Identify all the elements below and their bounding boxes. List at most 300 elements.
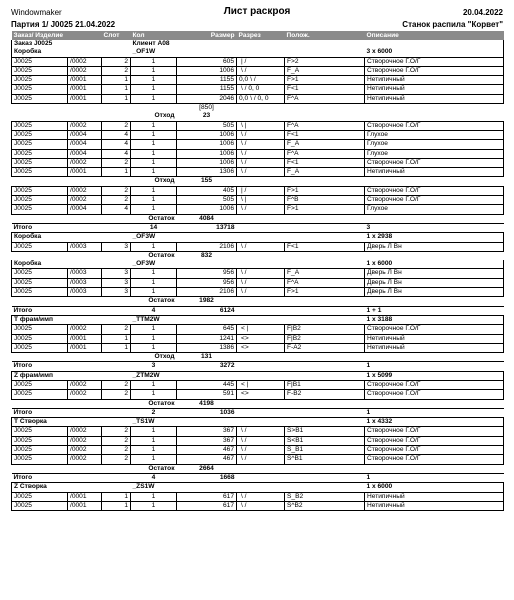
cut-cell: [237, 269, 285, 278]
item-cell: /0002: [68, 455, 102, 464]
cell: [237, 177, 504, 186]
total-label: Итого: [12, 362, 102, 371]
size-cell: [177, 85, 237, 94]
qty-cell: 1: [131, 57, 177, 66]
slot-cell: 1: [102, 85, 131, 94]
cut-cell: [237, 168, 285, 177]
qty-cell: 1: [131, 168, 177, 177]
profile-code: _OF3W: [132, 233, 156, 241]
order-cell: J0025: [12, 149, 68, 158]
col-position: Полож.: [285, 31, 365, 40]
table-row: [12, 149, 504, 158]
col-size: Размер: [177, 31, 237, 40]
order-cell: J0025: [12, 455, 68, 464]
summary-value: 1982: [199, 297, 214, 305]
cell: [237, 214, 504, 223]
cell: [237, 297, 504, 306]
cut-cell: [237, 288, 285, 297]
size-value: 505: [223, 121, 235, 129]
profile-code: _TTM2W: [132, 315, 160, 323]
position-cell: S_B1: [285, 446, 365, 455]
summary-label: Остаток: [148, 297, 175, 305]
table-row: [12, 288, 504, 297]
total-row: [12, 473, 504, 482]
cut-value: \ /: [250, 76, 256, 84]
qty-cell: 1: [131, 66, 177, 75]
total-row: [12, 306, 504, 315]
cell: [237, 223, 365, 232]
position-cell: F|B1: [285, 380, 365, 389]
order-cell: J0025: [12, 76, 68, 85]
qty-cell: 1: [131, 242, 177, 251]
slot-cell: 2: [102, 186, 131, 195]
description-cell: Створочное Г.О/Г: [365, 186, 504, 195]
position-cell: F<1: [285, 130, 365, 139]
size-value: 617: [223, 492, 235, 500]
angle-cell: 0,0: [239, 76, 249, 84]
size-value: 1006: [219, 130, 235, 138]
size-cell: [177, 158, 237, 167]
qty-cell: 1: [131, 76, 177, 85]
summary-label: Остаток: [148, 464, 175, 472]
qty-cell: 1: [131, 94, 177, 103]
cut-value: \ /: [241, 168, 247, 176]
cell: [102, 408, 131, 417]
size-cell: [177, 168, 237, 177]
cell: [237, 251, 504, 260]
item-cell: /0002: [68, 380, 102, 389]
size-cell: [177, 427, 237, 436]
summary-label: Остаток: [148, 214, 175, 222]
size-cell: [177, 390, 237, 399]
cell: [102, 362, 131, 371]
description-cell: Глухое: [365, 130, 504, 139]
summary-row: [12, 399, 504, 408]
table-row: [12, 436, 504, 445]
cut-value: <>: [241, 343, 249, 351]
item-cell: /0002: [68, 57, 102, 66]
size-cell: [177, 501, 237, 510]
slot-cell: 2: [102, 66, 131, 75]
cut-value: | /: [241, 186, 247, 194]
qty-cell: 1: [131, 158, 177, 167]
summary-value: 131: [201, 353, 213, 361]
total-desc: 1: [365, 408, 504, 417]
cut-value: \ /: [241, 427, 247, 435]
slot-cell: 2: [102, 436, 131, 445]
cell: [12, 251, 102, 260]
table-row: [12, 186, 504, 195]
summary-row: [12, 297, 504, 306]
description-cell: Нетипичный: [365, 501, 504, 510]
cut-cell: [237, 455, 285, 464]
qty-cell: 1: [131, 427, 177, 436]
cut-cell: [237, 278, 285, 287]
position-cell: F_A: [285, 269, 365, 278]
profile-code: _ZS1W: [132, 483, 155, 491]
size-cell: [177, 446, 237, 455]
item-cell: /0002: [68, 66, 102, 75]
cut-value: \ /: [241, 446, 247, 454]
cut-cell: [237, 121, 285, 130]
qty-cell: 1: [131, 85, 177, 94]
slot-cell: 2: [102, 57, 131, 66]
cut-cell: [237, 390, 285, 399]
summary-label: Остаток: [148, 399, 175, 407]
summary-row: [12, 464, 504, 473]
cell: [237, 399, 504, 408]
summary-value: 4084: [199, 214, 214, 222]
table-row: [12, 390, 504, 399]
qty-cell: 1: [131, 140, 177, 149]
item-cell: /0001: [68, 168, 102, 177]
description-cell: Створочное Г.О/Г: [365, 390, 504, 399]
size-cell: [177, 130, 237, 139]
total-label: Итого: [12, 473, 102, 482]
qty-cell: 1: [131, 149, 177, 158]
description-cell: Створочное Г.О/Г: [365, 427, 504, 436]
profile-name: Коробка: [12, 48, 131, 57]
total-qty: 3: [131, 362, 177, 371]
position-cell: F>1: [285, 288, 365, 297]
total-size: 1668: [177, 473, 237, 482]
description-cell: Створочное Г.О/Г: [365, 436, 504, 445]
bar-count: 3 x 6000: [365, 48, 504, 57]
position-cell: F>2: [285, 57, 365, 66]
cut-cell: [237, 149, 285, 158]
table-row: [12, 325, 504, 334]
cell: [12, 112, 102, 121]
table-row: [12, 455, 504, 464]
profile-name: Коробка: [12, 233, 131, 242]
cut-value: | /: [241, 57, 247, 65]
cell: [12, 104, 177, 113]
table-row: [12, 343, 504, 352]
cut-cell: [237, 334, 285, 343]
cut-value: \ /: [241, 130, 247, 138]
position-cell: F_A: [285, 168, 365, 177]
position-cell: F_A: [285, 140, 365, 149]
order-cell: J0025: [12, 334, 68, 343]
cut-value: \ /: [241, 492, 247, 500]
slot-cell: 2: [102, 390, 131, 399]
position-cell: F|B2: [285, 334, 365, 343]
position-cell: F_A: [285, 66, 365, 75]
size-cell: [177, 196, 237, 205]
size-value: 1006: [219, 158, 235, 166]
summary-label: Остаток: [148, 251, 175, 259]
size-value: 2106: [219, 288, 235, 296]
order-cell: J0025: [12, 390, 68, 399]
size-value: 956: [223, 278, 235, 286]
summary-row: [12, 353, 504, 362]
item-cell: /0002: [68, 436, 102, 445]
bar-count: 1 x 5099: [365, 371, 504, 380]
table-row: [12, 205, 504, 214]
cut-value: \ /: [241, 66, 247, 74]
table-row: [12, 168, 504, 177]
cell: [237, 408, 365, 417]
cell: [102, 473, 131, 482]
item-cell: /0003: [68, 288, 102, 297]
cell: [237, 104, 504, 113]
profile-name: Z фрам/имп: [12, 371, 131, 380]
size-cell: [177, 380, 237, 389]
cut-cell: [237, 186, 285, 195]
bar-count: 1 x 4332: [365, 418, 504, 427]
table-row: [12, 334, 504, 343]
slot-cell: 4: [102, 140, 131, 149]
description-cell: Нетипичный: [365, 343, 504, 352]
cut-cell: [237, 501, 285, 510]
position-cell: F<1: [285, 242, 365, 251]
size-cell: [177, 94, 237, 103]
size-value: 367: [223, 436, 235, 444]
qty-cell: 1: [131, 436, 177, 445]
col-slot: Слот: [102, 31, 131, 40]
cell: [12, 297, 102, 306]
description-cell: Глухое: [365, 205, 504, 214]
profile-group-row: [12, 371, 504, 380]
table-row: [12, 76, 504, 85]
cut-cell: [237, 380, 285, 389]
report-date: 20.04.2022: [462, 8, 503, 17]
size-value: 467: [223, 446, 235, 454]
slot-cell: 4: [102, 149, 131, 158]
order-cell: J0025: [12, 186, 68, 195]
slot-cell: 2: [102, 446, 131, 455]
order-cell: J0025: [12, 85, 68, 94]
item-cell: /0001: [68, 334, 102, 343]
size-cell: [177, 66, 237, 75]
col-order: Заказ/ Изделие: [12, 31, 102, 40]
size-value: 1006: [219, 140, 235, 148]
qty-cell: 1: [131, 390, 177, 399]
description-cell: Дверь Л Вн: [365, 278, 504, 287]
description-cell: Створочное Г.О/Г: [365, 121, 504, 130]
qty-cell: 1: [131, 278, 177, 287]
cut-cell: [237, 492, 285, 501]
item-cell: /0002: [68, 196, 102, 205]
order-cell: J0025: [12, 269, 68, 278]
table-row: [12, 140, 504, 149]
size-cell: [177, 269, 237, 278]
cell: [12, 399, 102, 408]
profile-group-row: [12, 48, 504, 57]
description-cell: Створочное Г.О/Г: [365, 57, 504, 66]
slot-cell: 1: [102, 168, 131, 177]
order-cell: J0025: [12, 205, 68, 214]
cell: [102, 223, 131, 232]
position-cell: S<B1: [285, 436, 365, 445]
table-row: [12, 130, 504, 139]
slot-cell: 3: [102, 242, 131, 251]
table-row: [12, 278, 504, 287]
machine-name: Станок распила "Корвет": [402, 20, 503, 29]
position-cell: S>B1: [285, 427, 365, 436]
slot-cell: 3: [102, 278, 131, 287]
size-value: 605: [223, 57, 235, 65]
size-cell: [177, 455, 237, 464]
size-cell: [177, 186, 237, 195]
table-row: [12, 85, 504, 94]
size-cell: [177, 278, 237, 287]
col-cut: Разрез: [237, 31, 285, 40]
profile-code: _TS1W: [132, 418, 155, 426]
size-value: 2106: [219, 242, 235, 250]
total-label: Итого: [12, 223, 102, 232]
order-cell: J0025: [12, 343, 68, 352]
cut-cell: [237, 130, 285, 139]
slot-cell: 2: [102, 196, 131, 205]
size-cell: [177, 242, 237, 251]
size-value: 1155: [219, 76, 235, 84]
angle-cell: 0,0: [239, 94, 249, 102]
size-value: 645: [223, 325, 235, 333]
cut-value: \ / 0, 0: [250, 94, 269, 102]
size-cell: [177, 121, 237, 130]
cell: [12, 214, 102, 223]
size-value: 505: [223, 196, 235, 204]
cut-value: \ /: [241, 278, 247, 286]
cut-value: \ /: [241, 288, 247, 296]
cut-value: <>: [241, 390, 249, 398]
cutting-table: [11, 31, 504, 511]
cut-cell: [237, 436, 285, 445]
total-qty: 4: [131, 306, 177, 315]
cut-cell: [237, 140, 285, 149]
profile-name: Коробка: [12, 260, 131, 269]
cut-cell: [237, 325, 285, 334]
order-cell: J0025: [12, 492, 68, 501]
slot-cell: 4: [102, 130, 131, 139]
size-value: 1386: [219, 343, 235, 351]
profile-group-row: [12, 233, 504, 242]
cut-value: \ /: [241, 269, 247, 277]
qty-cell: 1: [131, 205, 177, 214]
description-cell: Дверь Л Вн: [365, 269, 504, 278]
order-cell: J0025: [12, 501, 68, 510]
item-cell: /0002: [68, 325, 102, 334]
qty-cell: 1: [131, 455, 177, 464]
summary-value: 832: [201, 251, 213, 259]
size-value: 1306: [219, 168, 235, 176]
cut-value: \ /: [241, 158, 247, 166]
size-cell: [177, 334, 237, 343]
size-value: 617: [223, 501, 235, 509]
position-cell: F-B2: [285, 390, 365, 399]
qty-cell: 1: [131, 325, 177, 334]
bar-count: 1 x 6000: [365, 483, 504, 492]
item-cell: /0003: [68, 278, 102, 287]
position-cell: F^A: [285, 94, 365, 103]
total-size: 6124: [177, 306, 237, 315]
profile-name: Т Створка: [12, 418, 131, 427]
total-row: [12, 408, 504, 417]
order-cell: J0025: [12, 94, 68, 103]
slot-cell: 2: [102, 325, 131, 334]
order-cell: J0025: [12, 196, 68, 205]
total-label: Итого: [12, 408, 102, 417]
cell: [237, 464, 504, 473]
cut-value: \ /: [241, 242, 247, 250]
size-value: 367: [223, 427, 235, 435]
slot-cell: 4: [102, 205, 131, 214]
order-cell: J0025: [12, 168, 68, 177]
description-cell: Створочное Г.О/Г: [365, 455, 504, 464]
size-cell: [177, 288, 237, 297]
cell: [12, 464, 102, 473]
position-cell: F>1: [285, 186, 365, 195]
order-cell: J0025: [12, 325, 68, 334]
total-size: 13718: [177, 223, 237, 232]
col-qty: Кол: [131, 31, 177, 40]
cut-cell: [237, 66, 285, 75]
total-row: [12, 362, 504, 371]
cut-value: < |: [241, 325, 249, 333]
item-cell: /0004: [68, 205, 102, 214]
total-qty: 2: [131, 408, 177, 417]
item-cell: /0004: [68, 140, 102, 149]
profile-code: _OF1W: [132, 48, 156, 56]
slot-cell: 3: [102, 269, 131, 278]
description-cell: Створочное Г.О/Г: [365, 66, 504, 75]
order-cell: J0025: [12, 242, 68, 251]
item-cell: /0001: [68, 501, 102, 510]
table-row: [12, 121, 504, 130]
table-row: [12, 446, 504, 455]
cell: [12, 177, 102, 186]
cut-value: < |: [241, 380, 249, 388]
size-cell: [177, 57, 237, 66]
order-cell: J0025: [12, 57, 68, 66]
size-value: 1241: [219, 334, 235, 342]
total-label: Итого: [12, 306, 102, 315]
batch-info: Партия 1/ J0025 21.04.2022: [11, 20, 116, 29]
order-cell: J0025: [12, 66, 68, 75]
total-desc: 3: [365, 223, 504, 232]
size-cell: [177, 205, 237, 214]
slot-cell: 2: [102, 158, 131, 167]
table-row: [12, 242, 504, 251]
bar-count: 1 x 2938: [365, 233, 504, 242]
client-label: Клиент A08: [131, 40, 504, 48]
description-cell: Нетипичный: [365, 492, 504, 501]
cut-value: \ / 0, 0: [241, 85, 260, 93]
summary-label: Отход: [154, 112, 175, 120]
slot-cell: 2: [102, 121, 131, 130]
profile-name: Z Створка: [12, 483, 131, 492]
summary-label: Отход: [154, 353, 175, 361]
page-title: Лист раскроя: [223, 6, 291, 17]
order-row: [12, 40, 504, 48]
qty-cell: 1: [131, 130, 177, 139]
table-row: [12, 66, 504, 75]
order-cell: J0025: [12, 380, 68, 389]
position-cell: F^A: [285, 149, 365, 158]
qty-cell: 1: [131, 186, 177, 195]
table-row: [12, 380, 504, 389]
cell: [237, 473, 365, 482]
size-cell: [177, 325, 237, 334]
slot-cell: 1: [102, 492, 131, 501]
cut-cell: [237, 57, 285, 66]
description-cell: Дверь Л Вн: [365, 288, 504, 297]
cut-value: \ |: [241, 121, 247, 129]
qty-cell: 1: [131, 269, 177, 278]
position-cell: F|B2: [285, 325, 365, 334]
order-cell: J0025: [12, 140, 68, 149]
